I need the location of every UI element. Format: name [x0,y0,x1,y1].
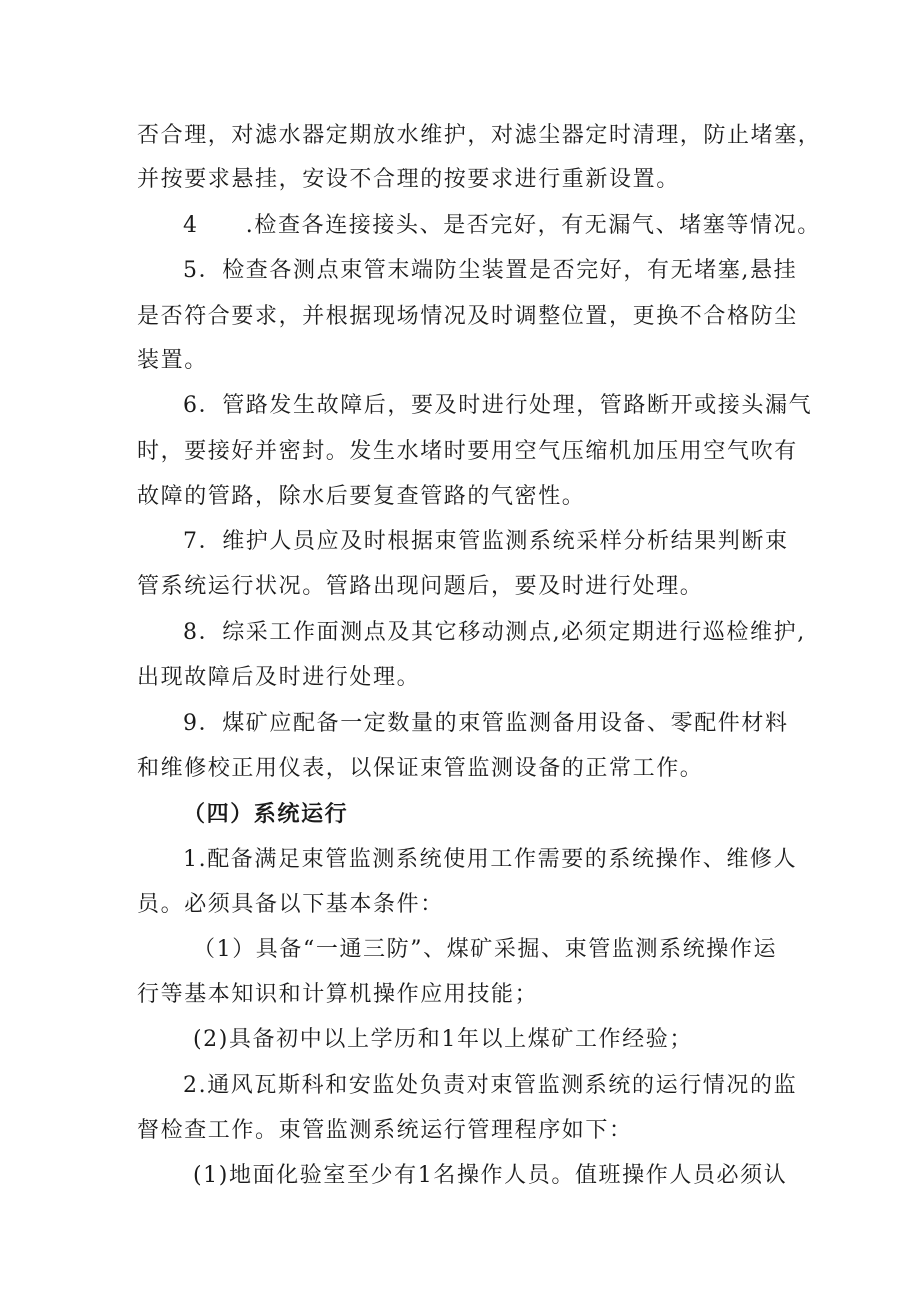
paragraph-line: 和维修校正用仪表，以保证束管监测设备的正常工作。 [137,756,704,781]
paragraph-line: (1)地面化验室至少有1名操作人员。值班操作人员必须认 [193,1163,788,1188]
paragraph-line: 否合理，对滤水器定期放水维护，对滤尘器定时清理，防止堵塞， [137,123,822,148]
section-heading: （四）系统运行 [183,801,349,827]
paragraph-line: 8．综采工作面测点及其它移动测点,必须定期进行巡检维护, [183,620,806,645]
paragraph-line: 6．管路发生故障后，要及时进行处理，管路断开或接头漏气 [183,393,813,418]
paragraph-line: 9．煤矿应配备一定数量的束管监测备用设备、零配件材料 [183,711,789,736]
paragraph-line: 时，要接好并密封。发生水堵时要用空气压缩机加压用空气吹有 [137,439,798,464]
paragraph-line: （1）具备“一通三防”、煤矿采掘、束管监测系统操作运 [193,937,778,962]
paragraph-line: 故障的管路，除水后要复查管路的气密性。 [137,484,586,509]
paragraph-line: 行等基本知识和计算机操作应用技能； [137,982,539,1007]
paragraph-line: 4 .检查各连接接头、是否完好，有无漏气、堵塞等情况。 [183,213,821,238]
paragraph-line: (2)具备初中以上学历和1年以上煤矿工作经验； [193,1027,693,1052]
paragraph-line: 出现故障后及时进行处理。 [137,665,421,690]
paragraph-line: 装置。 [137,348,208,373]
paragraph-line: 并按要求悬挂，安设不合理的按要求进行重新设置。 [137,167,680,192]
paragraph-line: 7．维护人员应及时根据束管监测系统采样分析结果判断束 [183,529,789,554]
paragraph-line: 管系统运行状况。管路出现问题后，要及时进行处理。 [137,574,704,599]
paragraph-line: 是否符合要求，并根据现场情况及时调整位置，更换不合格防尘 [137,304,798,329]
paragraph-line: 5．检查各测点束管末端防尘装置是否完好，有无堵塞,悬挂 [183,258,798,283]
paragraph-line: 1.配备满足束管监测系统使用工作需要的系统操作、维修人 [183,847,798,872]
paragraph-line: 督检查工作。束管监测系统运行管理程序如下： [137,1118,633,1143]
paragraph-line: 员。必须具备以下基本条件： [137,892,444,917]
paragraph-line: 2.通风瓦斯科和安监处负责对束管监测系统的运行情况的监 [183,1073,798,1098]
